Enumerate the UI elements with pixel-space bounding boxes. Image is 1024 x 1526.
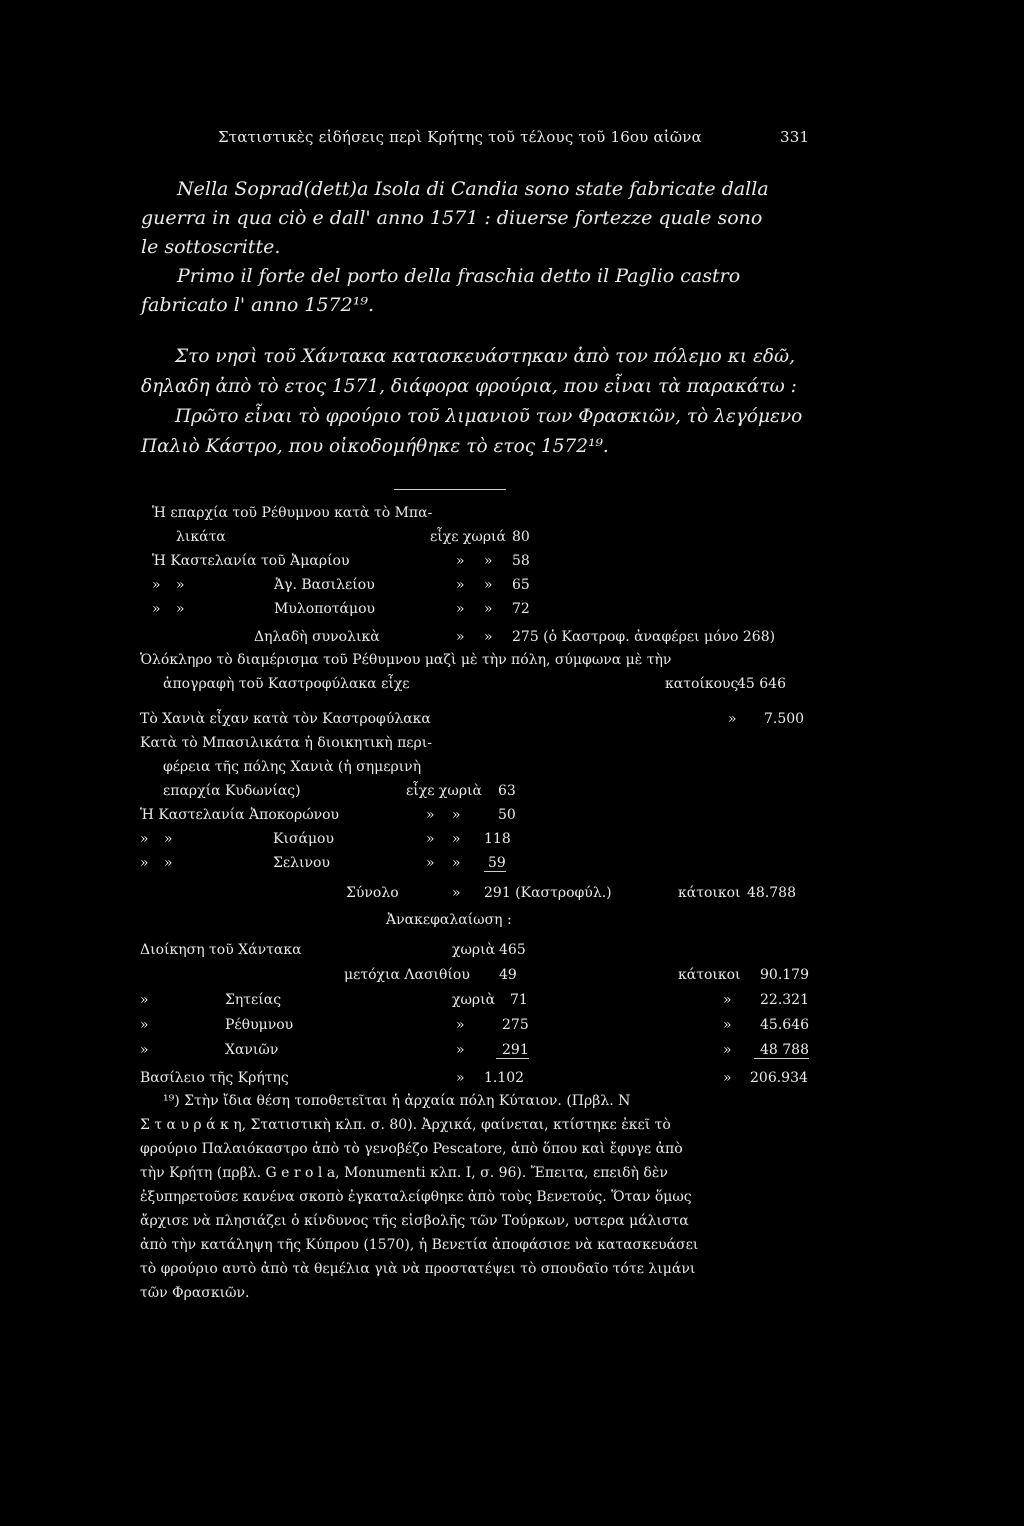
table-cell: 71	[510, 992, 528, 1008]
table-row: Τὸ Χανιὰ εἶχαν κατὰ τὸν Καστροφύλακα	[140, 711, 431, 727]
table-cell: »	[484, 601, 493, 617]
footnote-line: Σ τ α υ ρ ά κ η, Στατιστικὴ κλπ. σ. 80). Ἀρχικά, φαίνεται, κτίστηκε ἐκεῖ τὸ	[140, 1117, 671, 1133]
table-row: φέρεια τῆς πόλης Χανιὰ (ἡ σημερινὴ	[163, 759, 422, 775]
table-cell: »	[456, 1042, 465, 1058]
total-value: 275 (ὁ Καστροφ. ἀναφέρει μόνο 268)	[512, 629, 776, 645]
table-cell: »	[456, 601, 465, 617]
table-cell: 291	[496, 1042, 529, 1059]
footnote-line: ἐξυπηρετοῦσε κανένα σκοπὸ ἐγκαταλείφθηκε ἀπὸ τοὺς Βενετούς. Ὅταν ὅμως	[140, 1189, 692, 1205]
table-cell: »	[456, 577, 465, 593]
table-cell: »	[164, 855, 173, 871]
table-cell: Διοίκηση τοῦ Χάντακα	[140, 942, 302, 958]
table-cell: εἶχε χωριὰ	[406, 783, 483, 799]
table-cell: 48 788	[754, 1042, 809, 1059]
table-cell: »	[140, 1017, 149, 1033]
table-cell: 275	[502, 1017, 529, 1033]
table-cell: μετόχια Λασιθίου	[344, 967, 470, 983]
table-cell: »	[484, 553, 493, 569]
table-cell: »	[176, 601, 185, 617]
total-label: Βασίλειο τῆς Κρήτης	[140, 1070, 289, 1086]
table-cell: »	[152, 577, 161, 593]
table-cell: Ἡ Καστελανία τοῦ Ἀμαρίου	[152, 553, 350, 569]
table-cell: »	[164, 831, 173, 847]
table-cell: 90.179	[760, 967, 809, 983]
table-cell: »	[456, 1017, 465, 1033]
table-cell: »	[426, 831, 435, 847]
table-cell: 45 646	[737, 676, 786, 692]
table-cell: Σελινου	[273, 855, 330, 871]
table-cell: Σητείας	[225, 992, 282, 1008]
table-cell: 72	[512, 601, 530, 617]
table-cell: 7.500	[764, 711, 805, 727]
table-cell: 45.646	[760, 1017, 809, 1033]
table-cell: »	[140, 831, 149, 847]
table-cell: Ρέθυμνου	[225, 1017, 294, 1033]
table-cell: »	[152, 601, 161, 617]
table-cell: Χανιῶν	[225, 1042, 279, 1058]
table-cell: χωριὰ	[452, 942, 496, 958]
table-cell: Ἡ Καστελανία Ἀποκορώνου	[140, 807, 340, 823]
table-cell: »	[484, 629, 493, 645]
text-line: le sottoscritte.	[141, 236, 281, 258]
footnote-line: ἄρχισε νὰ πλησιάζει ὁ κίνδυνος τῆς εἰσβολῆς τῶν Τούρκων, υστερα μάλιστα	[140, 1213, 689, 1229]
table-cell: κατοίκους	[665, 676, 739, 692]
table-cell: Ἀγ. Βασιλείου	[274, 577, 375, 593]
table-cell: χωριὰ	[452, 992, 496, 1008]
table-cell: Κισάμου	[273, 831, 334, 847]
footnote-line: τὴν Κρήτη (πρβλ. G e r o l a, Monumenti κλπ. I, σ. 96). Ἔπειτα, επειδὴ δὲν	[140, 1165, 668, 1181]
table-cell: κάτοικοι	[678, 885, 741, 901]
text-line: Πρῶτο εἶναι τὸ φρούριο τοῦ λιμανιοῦ των Φρασκιῶν, τὸ λεγόμενο	[175, 406, 803, 427]
table-cell: 50	[498, 807, 516, 823]
text-line: Στο νησὶ τοῦ Χάντακα κατασκευάστηκαν ἀπὸ τον πόλεμο κι εδῶ,	[175, 346, 796, 367]
table-cell: κάτοικοι	[678, 967, 741, 983]
divider	[394, 489, 506, 490]
page-number: 331	[780, 128, 810, 146]
table-cell: »	[723, 992, 732, 1008]
table-cell: »	[723, 1070, 732, 1086]
footnote-line: τῶν Φρασκιῶν.	[140, 1285, 250, 1301]
table-cell: »	[723, 1042, 732, 1058]
table-cell: 49	[499, 967, 517, 983]
text-line: δηλαδη ἀπὸ τὸ ετος 1571, διάφορα φρούρια, που εἶναι τὰ παρακάτω :	[141, 376, 797, 397]
table-cell: Μυλοποτάμου	[274, 601, 376, 617]
text-line: guerra in qua ciò e dall' anno 1571 : diuerse fortezze quale sono	[141, 207, 763, 229]
table-cell: »	[176, 577, 185, 593]
footnote-line: ¹⁹) Στὴν ἴδια θέση τοποθετεῖται ἡ ἀρχαία πόλη Κύταιον. (Πρβλ. Ν	[163, 1093, 631, 1109]
table-cell: »	[456, 553, 465, 569]
table-cell: 58	[512, 553, 530, 569]
footnote-line: φρούριο Παλαιόκαστρο ἀπὸ τὸ γενοβέζο Pescatore, ἀπὸ ὅπου καὶ ἔφυγε ἀπὸ	[140, 1141, 683, 1157]
total-value: 1.102	[484, 1070, 525, 1086]
table-cell: »	[140, 855, 149, 871]
text-line: Nella Soprad(dett)a Isola di Candia sono state fabricate dalla	[177, 178, 769, 200]
text-line: Παλιὸ Κάστρο, που οἰκοδομήθηκε τὸ ετος 1572¹⁹.	[141, 436, 609, 457]
footnote-line: τὸ φρούριο αυτὸ ἀπὸ τὰ θεμέλια γιὰ νὰ προστατέψει τὸ σπουδαῖο τότε λιμάνι	[140, 1261, 696, 1277]
table-cell: 465	[499, 942, 526, 958]
table-cell: εἶχε χωριά	[430, 529, 507, 545]
table-cell: »	[452, 855, 461, 871]
table-cell: 59	[484, 855, 506, 872]
table-cell: 118	[484, 831, 511, 847]
table-cell: »	[484, 577, 493, 593]
table-cell: »	[452, 807, 461, 823]
section-heading: Ἀνακεφαλαίωση :	[386, 912, 512, 928]
running-title: Στατιστικὲς εἰδήσεις περὶ Κρήτης τοῦ τέλους τοῦ 16ου αἰῶνα	[218, 128, 702, 146]
table-cell: »	[452, 831, 461, 847]
note-line: ἀπογραφὴ τοῦ Καστροφύλακα εἶχε	[163, 676, 410, 692]
table-cell: »	[456, 1070, 465, 1086]
table-cell: 22.321	[760, 992, 809, 1008]
table-cell: »	[426, 855, 435, 871]
table-cell: επαρχία Κυδωνίας)	[163, 783, 301, 799]
table-row: Ἡ επαρχία τοῦ Ρέθυμνου κατὰ τὸ Μπα-	[152, 505, 433, 521]
total-value: 291 (Καστροφύλ.)	[484, 885, 612, 901]
total-label: Δηλαδὴ συνολικὰ	[254, 629, 380, 645]
table-cell: »	[456, 629, 465, 645]
table-row: Κατὰ τὸ Μπασιλικάτα ἡ διοικητικὴ περι-	[140, 735, 432, 751]
total-label: Σύνολο	[346, 885, 399, 901]
table-cell: 65	[512, 577, 530, 593]
footnote-line: ἀπὸ τὴν κατάληψη τῆς Κύπρου (1570), ἡ Βενετία ἀποφάσισε νὰ κατασκευάσει	[140, 1237, 699, 1253]
table-cell: »	[728, 711, 737, 727]
table-cell: 48.788	[747, 885, 796, 901]
table-cell: »	[452, 885, 461, 901]
table-cell: 80	[512, 529, 530, 545]
text-line: Primo il forte del porto della fraschia detto il Paglio castro	[177, 265, 741, 287]
text-line: fabricato l' anno 1572¹⁹.	[141, 294, 375, 316]
table-cell: »	[140, 992, 149, 1008]
table-cell: »	[140, 1042, 149, 1058]
table-cell: »	[426, 807, 435, 823]
note-line: Ὁλόκληρο τὸ διαμέρισμα τοῦ Ρέθυμνου μαζὶ μὲ τὴν πόλη, σύμφωνα μὲ τὴν	[140, 652, 672, 668]
table-cell: »	[723, 1017, 732, 1033]
total-value: 206.934	[750, 1070, 808, 1086]
table-cell: 63	[498, 783, 516, 799]
table-cell: λικάτα	[176, 529, 226, 545]
